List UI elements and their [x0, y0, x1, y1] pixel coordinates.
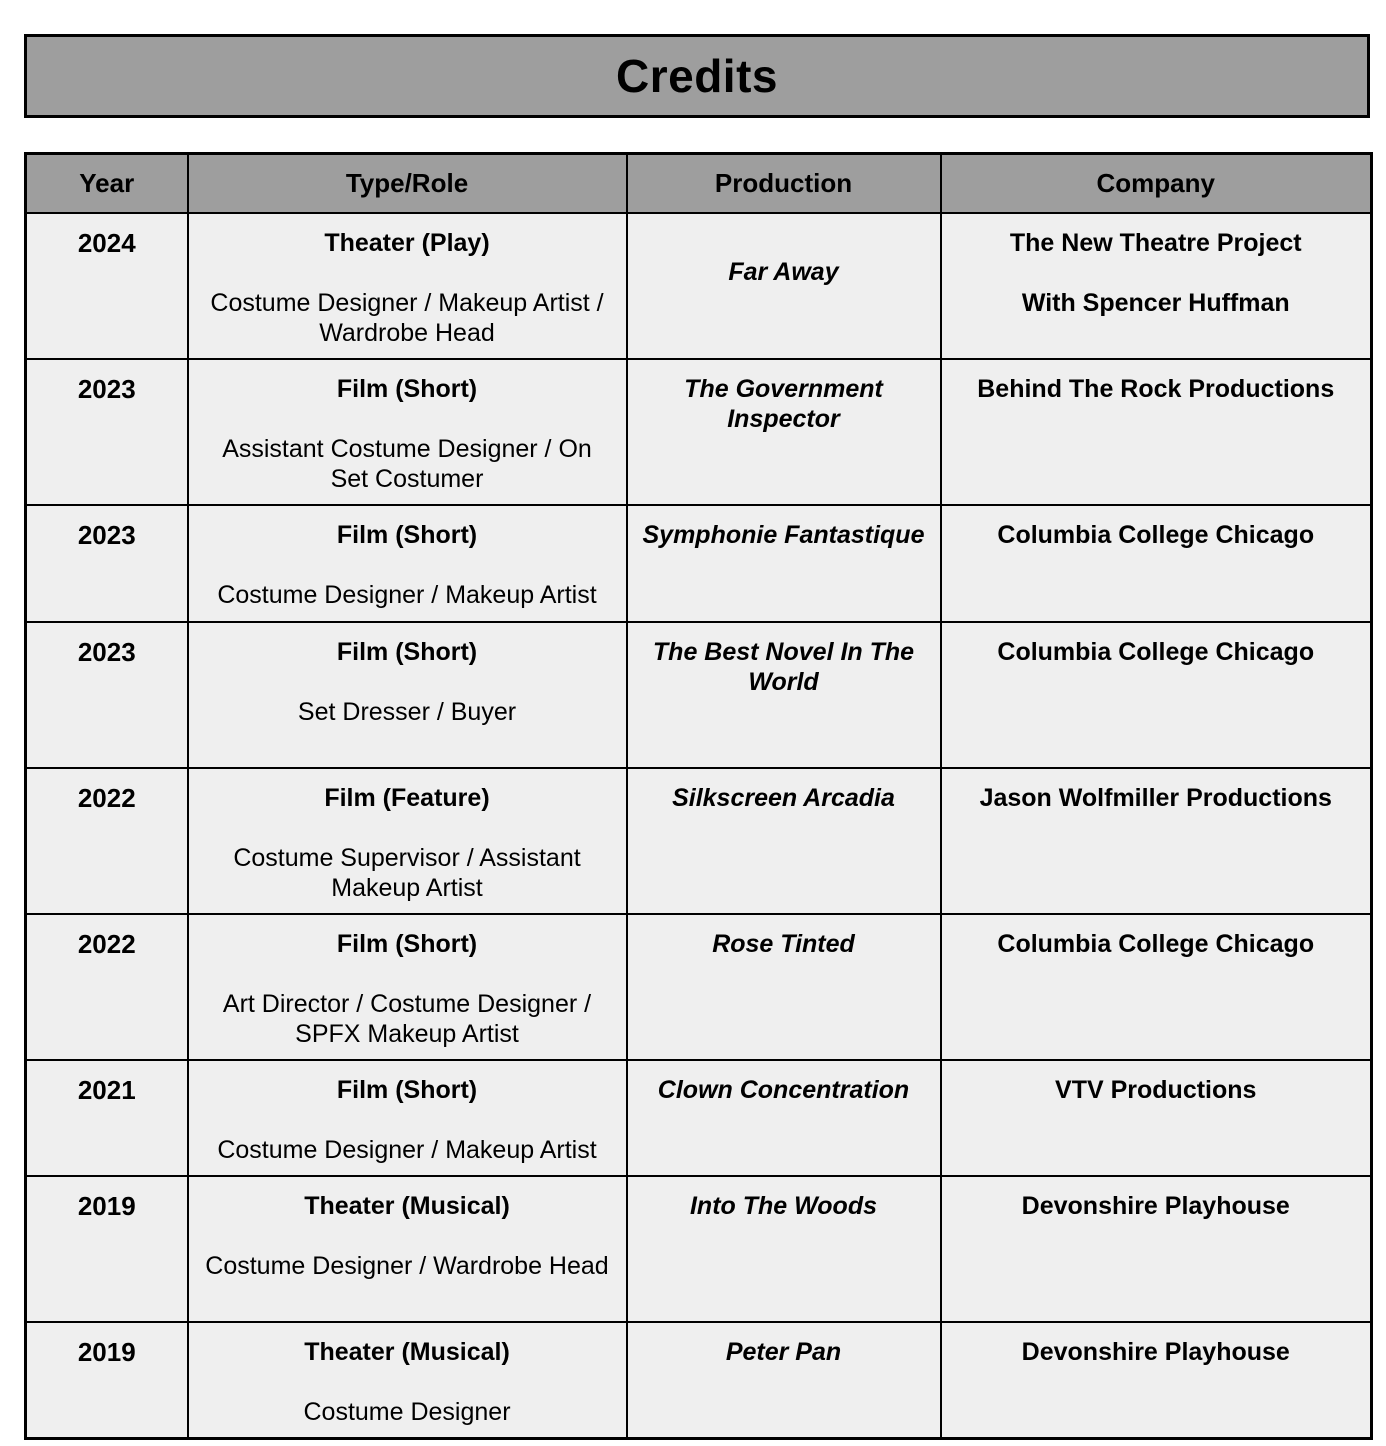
production-title: Peter Pan: [725, 1338, 842, 1366]
credit-type: Film (Short): [336, 521, 478, 549]
type-role-cell: [188, 768, 627, 914]
year-value: 2024: [77, 228, 136, 258]
year-cell: [26, 768, 188, 914]
credit-type: Theater (Play): [324, 229, 490, 257]
year-value: 2023: [77, 637, 136, 667]
credit-role: Set Dresser / Buyer: [297, 698, 517, 726]
production-cell: [627, 1322, 941, 1439]
column-header-company: Company: [941, 154, 1372, 214]
year-cell: [26, 622, 188, 768]
company-name: Columbia College Chicago: [997, 930, 1315, 958]
credit-role: Costume Designer / Makeup Artist: [217, 1136, 597, 1164]
year-cell: [26, 1176, 188, 1322]
year-value: 2019: [77, 1191, 136, 1221]
year-cell: [26, 914, 188, 1060]
credit-role: Art Director / Costume Designer / SPFX Makeup Artist: [222, 990, 592, 1048]
company-name: The New Theatre Project: [1009, 229, 1302, 257]
credit-type: Theater (Musical): [304, 1192, 510, 1220]
production-title: Into The Woods: [689, 1192, 877, 1220]
company-name: Devonshire Playhouse: [1021, 1192, 1290, 1220]
company-cell: [941, 768, 1372, 914]
type-role-cell: [188, 1176, 627, 1322]
table-row: [26, 768, 1372, 914]
table-row: [26, 1060, 1372, 1176]
company-cell: [941, 359, 1372, 505]
company-cell: [941, 622, 1372, 768]
year-value: 2022: [77, 783, 136, 813]
credit-type: Film (Short): [336, 930, 478, 958]
production-title: Symphonie Fantastique: [642, 521, 925, 549]
credits-title-bar: [24, 34, 1370, 118]
table-row: [26, 213, 1372, 359]
column-header-type-role: Type/Role: [188, 154, 627, 214]
year-cell: [26, 1060, 188, 1176]
year-value: 2023: [77, 374, 136, 404]
year-cell: [26, 505, 188, 622]
column-header-production: Production: [627, 154, 941, 214]
credit-type: Film (Short): [336, 638, 478, 666]
company-name: Jason Wolfmiller Productions: [979, 784, 1332, 812]
credit-role: Costume Designer / Makeup Artist: [217, 581, 597, 609]
year-value: 2022: [77, 929, 136, 959]
type-role-cell: [188, 505, 627, 622]
year-cell: [26, 359, 188, 505]
production-cell: [627, 505, 941, 622]
company-cell: [941, 1060, 1372, 1176]
company-name: Columbia College Chicago: [997, 521, 1315, 549]
production-cell: [627, 1176, 941, 1322]
credit-role: Costume Designer / Wardrobe Head: [205, 1252, 609, 1280]
credit-type: Film (Short): [336, 1076, 478, 1104]
type-role-cell: [188, 213, 627, 359]
production-title: Rose Tinted: [712, 930, 855, 958]
production-title: Clown Concentration: [657, 1076, 910, 1104]
company-name: Devonshire Playhouse: [1021, 1338, 1290, 1366]
company-name: Columbia College Chicago: [997, 638, 1315, 666]
year-value: 2023: [77, 520, 136, 550]
company-cell: [941, 505, 1372, 622]
company-name: VTV Productions: [1055, 1076, 1257, 1104]
type-role-cell: [188, 914, 627, 1060]
company-cell: [941, 1322, 1372, 1439]
production-cell: [627, 622, 941, 768]
credits-table: [24, 152, 1373, 1440]
credit-role: Costume Supervisor / Assistant Makeup Artist: [233, 844, 581, 902]
credit-role: Costume Designer: [303, 1398, 511, 1426]
production-cell: [627, 213, 941, 359]
credit-type: Film (Short): [336, 375, 478, 403]
table-row: [26, 359, 1372, 505]
type-role-cell: [188, 1060, 627, 1176]
type-role-cell: [188, 1322, 627, 1439]
production-cell: [627, 1060, 941, 1176]
production-cell: [627, 914, 941, 1060]
year-value: 2021: [77, 1075, 136, 1105]
production-title: The Government Inspector: [684, 375, 883, 433]
production-cell: [627, 359, 941, 505]
company-name: Behind The Rock Productions: [977, 375, 1335, 403]
credit-role: Costume Designer / Makeup Artist / Wardrobe Head: [210, 289, 604, 347]
year-cell: [26, 1322, 188, 1439]
table-row: [26, 622, 1372, 768]
production-cell: [627, 768, 941, 914]
table-header-row: [26, 154, 1372, 214]
company-cell: [941, 213, 1372, 359]
type-role-cell: [188, 622, 627, 768]
credit-type: Theater (Musical): [304, 1338, 510, 1366]
credit-role: Assistant Costume Designer / On Set Costumer: [222, 435, 592, 493]
company-collaborator: With Spencer Huffman: [1021, 289, 1290, 317]
production-title: Silkscreen Arcadia: [672, 784, 895, 812]
column-header-year: Year: [26, 154, 188, 214]
company-cell: [941, 914, 1372, 1060]
production-title: Far Away: [728, 258, 839, 286]
production-title: The Best Novel In The World: [652, 638, 915, 696]
type-role-cell: [188, 359, 627, 505]
year-cell: [26, 213, 188, 359]
company-cell: [941, 1176, 1372, 1322]
table-row: [26, 505, 1372, 622]
table-row: [26, 914, 1372, 1060]
table-row: [26, 1176, 1372, 1322]
table-row: [26, 1322, 1372, 1439]
year-value: 2019: [77, 1337, 136, 1367]
credit-type: Film (Feature): [324, 784, 490, 812]
page-title: Credits: [616, 50, 778, 102]
